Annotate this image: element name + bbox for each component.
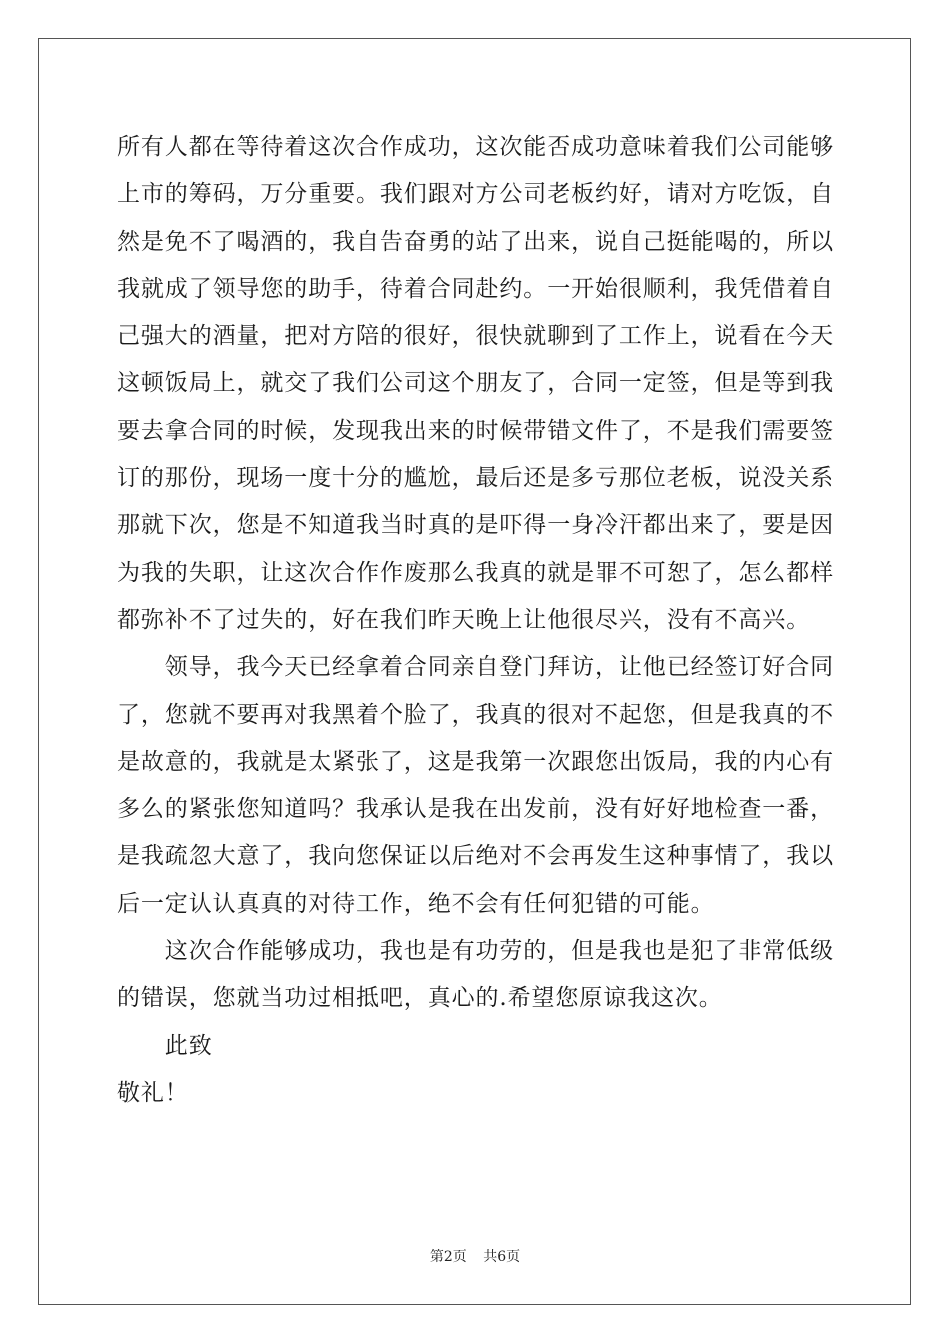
text-line: 是我疏忽大意了，我向您保证以后绝对不会再发生这种事情了，我以 — [117, 843, 834, 870]
text-line: 了，您就不要再对我黑着个脸了，我真的很对不起您，但是我真的不 — [117, 701, 834, 728]
document-body — [117, 124, 833, 1117]
text-line: 那就下次，您是不知道我当时真的是吓得一身冷汗都出来了，要是因 — [117, 512, 834, 539]
text-line: 的错误，您就当功过相抵吧，真心的.希望您原谅我这次。 — [117, 985, 723, 1012]
page-number: 第2页 — [429, 1249, 467, 1265]
text-line: 上市的筹码，万分重要。我们跟对方公司老板约好，请对方吃饭，自 — [117, 181, 834, 208]
text-line: 后一定认认真真的对待工作，绝不会有任何犯错的可能。 — [117, 890, 715, 917]
text-line: 为我的失职，让这次合作作废那么我真的就是罪不可恕了，怎么都样 — [117, 559, 834, 586]
text-line: 我就成了领导您的助手，待着合同赴约。一开始很顺利，我凭借着自 — [117, 275, 834, 302]
text-line: 订的那份，现场一度十分的尴尬，最后还是多亏那位老板，说没关系 — [117, 465, 834, 492]
page-total: 共6页 — [483, 1249, 521, 1265]
text-line: 领导，我今天已经拿着合同亲自登门拜访，让他已经签订好合同 — [117, 654, 834, 681]
text-line: 己强大的酒量，把对方陪的很好，很快就聊到了工作上，说看在今天 — [117, 323, 834, 350]
text-line: 然是免不了喝酒的，我自告奋勇的站了出来，说自己挺能喝的，所以 — [117, 228, 834, 255]
text-line: 这次合作能够成功，我也是有功劳的，但是我也是犯了非常低级 — [117, 938, 834, 965]
text-line: 是故意的，我就是太紧张了，这是我第一次跟您出饭局，我的内心有 — [117, 748, 834, 775]
text-line: 要去拿合同的时候，发现我出来的时候带错文件了，不是我们需要签 — [117, 417, 834, 444]
text-line: 所有人都在等待着这次合作成功，这次能否成功意味着我们公司能够 — [117, 134, 834, 160]
text-line: 多么的紧张您知道吗？我承认是我在出发前，没有好好地检查一番， — [117, 796, 834, 823]
closing-salutation: 此致 — [117, 1032, 213, 1059]
text-line: 都弥补不了过失的，好在我们昨天晚上让他很尽兴，没有不高兴。 — [117, 606, 811, 633]
closing-respect: 敬礼！ — [117, 1079, 189, 1106]
text-line: 这顿饭局上，就交了我们公司这个朋友了，合同一定签，但是等到我 — [117, 370, 834, 397]
page-footer — [0, 1246, 950, 1266]
